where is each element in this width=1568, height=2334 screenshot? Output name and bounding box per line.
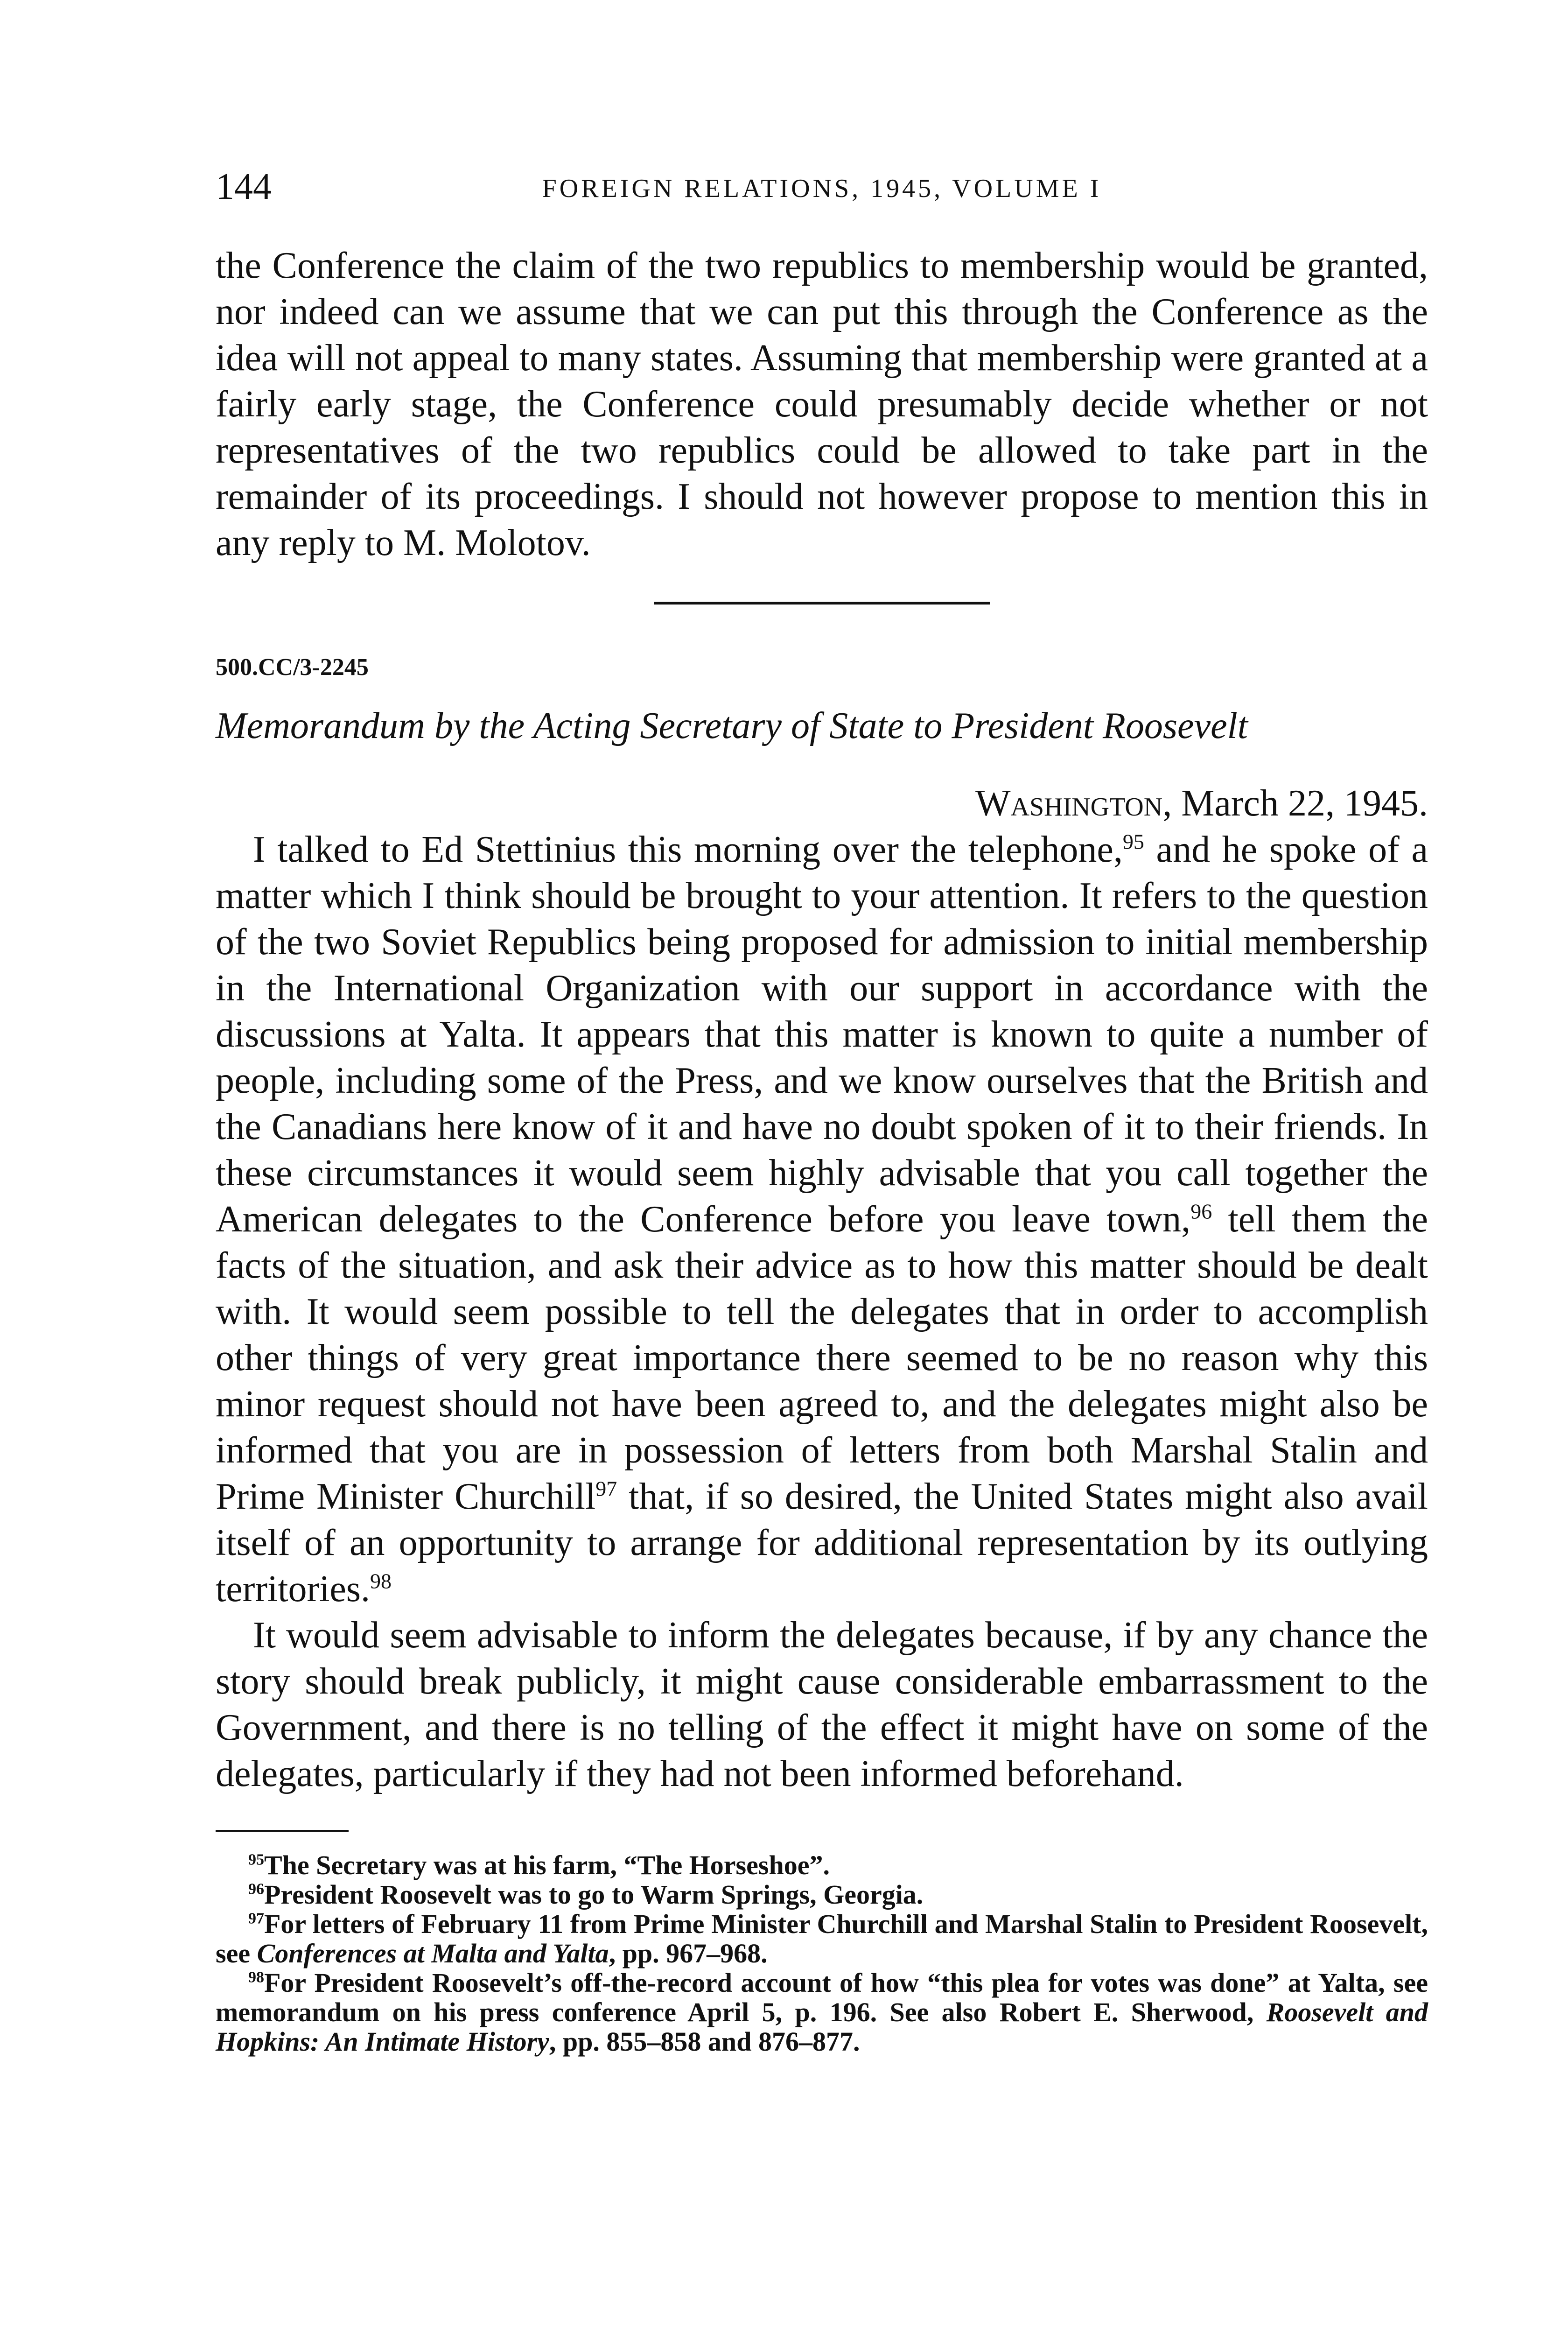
dateline <box>216 780 1428 827</box>
page-number: 144 <box>216 166 272 207</box>
footnote-95 <box>216 1850 1428 1880</box>
page-header <box>216 166 1428 208</box>
footnote-text: The Secretary was at his farm, “The Horseshoe”. <box>264 1850 830 1880</box>
footnote-97 <box>216 1909 1428 1968</box>
footnote-text: , pp. 855–858 and 876–877. <box>549 2026 860 2057</box>
footnote-divider <box>216 1830 349 1832</box>
dateline-date: March 22, 1945. <box>1181 783 1428 824</box>
footnote-ref-98: 98 <box>370 1569 392 1593</box>
file-number: 500.CC/3-2245 <box>216 654 369 681</box>
footnote-96 <box>216 1880 1428 1909</box>
dateline-place: Washington, <box>975 783 1172 824</box>
memo-text: and he spoke of a matter which I think should be brought to your attention. It refers to the question of the two Soviet Republics being proposed for admission to initial membership in the International Organization with our support in accordance with the discussions at Yalta. It appears that this matter is known to quite a number of people, including some of the Press, and we know ourselves that the British and the Canadians here know of it and have no doubt spoken of it to their friends. In these circumstances it would seem highly advisable that you call together the American delegates to the Conference before you leave town, <box>216 829 1428 1240</box>
running-head: FOREIGN RELATIONS, 1945, VOLUME I <box>542 174 1102 203</box>
memo-text: I talked to Ed Stettinius this morning over the telephone, <box>253 829 1123 870</box>
footnote-mark: 97 <box>248 1910 264 1927</box>
section-divider <box>654 602 990 605</box>
footnote-citation-title: Conferences at Malta and Yalta <box>257 1938 609 1968</box>
memo-paragraph-1 <box>216 827 1428 1612</box>
footnote-ref-97: 97 <box>595 1476 617 1501</box>
continuation-paragraph: the Conference the claim of the two republics to membership would be granted, nor indeed can we assume that we can put this through the Conference as the idea will not appeal to many states. Assuming that membership were granted at a fairly early stage, the Conference could presumably decide whether or not representatives of the two republics could be allowed to take part in the remainder of its proceedings. I should not however propose to mention this in any reply to M. Molotov. <box>216 245 1428 563</box>
footnote-text: President Roosevelt was to go to Warm Springs, Georgia. <box>264 1879 924 1910</box>
document-title: Memorandum by the Acting Secretary of State to President Roosevelt <box>216 705 1248 746</box>
footnote-text: , pp. 967–968. <box>609 1938 768 1968</box>
memo-paragraph-2: It would seem advisable to inform the delegates because, if by any chance the story should break publicly, it might cause considerable embarrassment to the Government, and there is no telling of the effect it might have on some of the delegates, particularly if they had not been informed beforehand. <box>216 1615 1428 1794</box>
memo-text: that, if so desired, the United States might also avail itself of an opportunity to arrange for additional representation by its outlying territories. <box>216 1476 1428 1610</box>
footnote-mark: 96 <box>248 1880 264 1898</box>
footnote-mark: 98 <box>248 1968 264 1986</box>
footnote-text: For letters of February 11 from Prime Minister Churchill and Marshal Stalin to President Roosevelt, see <box>216 1909 1428 1968</box>
footnote-ref-96: 96 <box>1190 1199 1212 1223</box>
footnote-mark: 95 <box>248 1851 264 1869</box>
memo-text: tell them the facts of the situation, and ask their advice as to how this matter should be dealt with. It would seem possible to tell the delegates that in order to accomplish other things of very great importance there seemed to be no reason why this minor request should not have been agreed to, and the delegates might also be informed that you are in possession of letters from both Marshal Stalin and Prime Minister Churchill <box>216 1199 1428 1517</box>
page-body <box>216 243 1428 2056</box>
footnote-98 <box>216 1968 1428 2056</box>
footnote-ref-95: 95 <box>1122 830 1144 854</box>
footnote-citation-title: Roosevelt and Hopkins: An Intimate History <box>216 1997 1428 2057</box>
footnote-text: For President Roosevelt’s off-the-record account of how “this plea for votes was done” at Yalta, see memorandum on his press conference April 5, p. 196. See also Robert E. Sherwood, <box>216 1968 1428 2027</box>
